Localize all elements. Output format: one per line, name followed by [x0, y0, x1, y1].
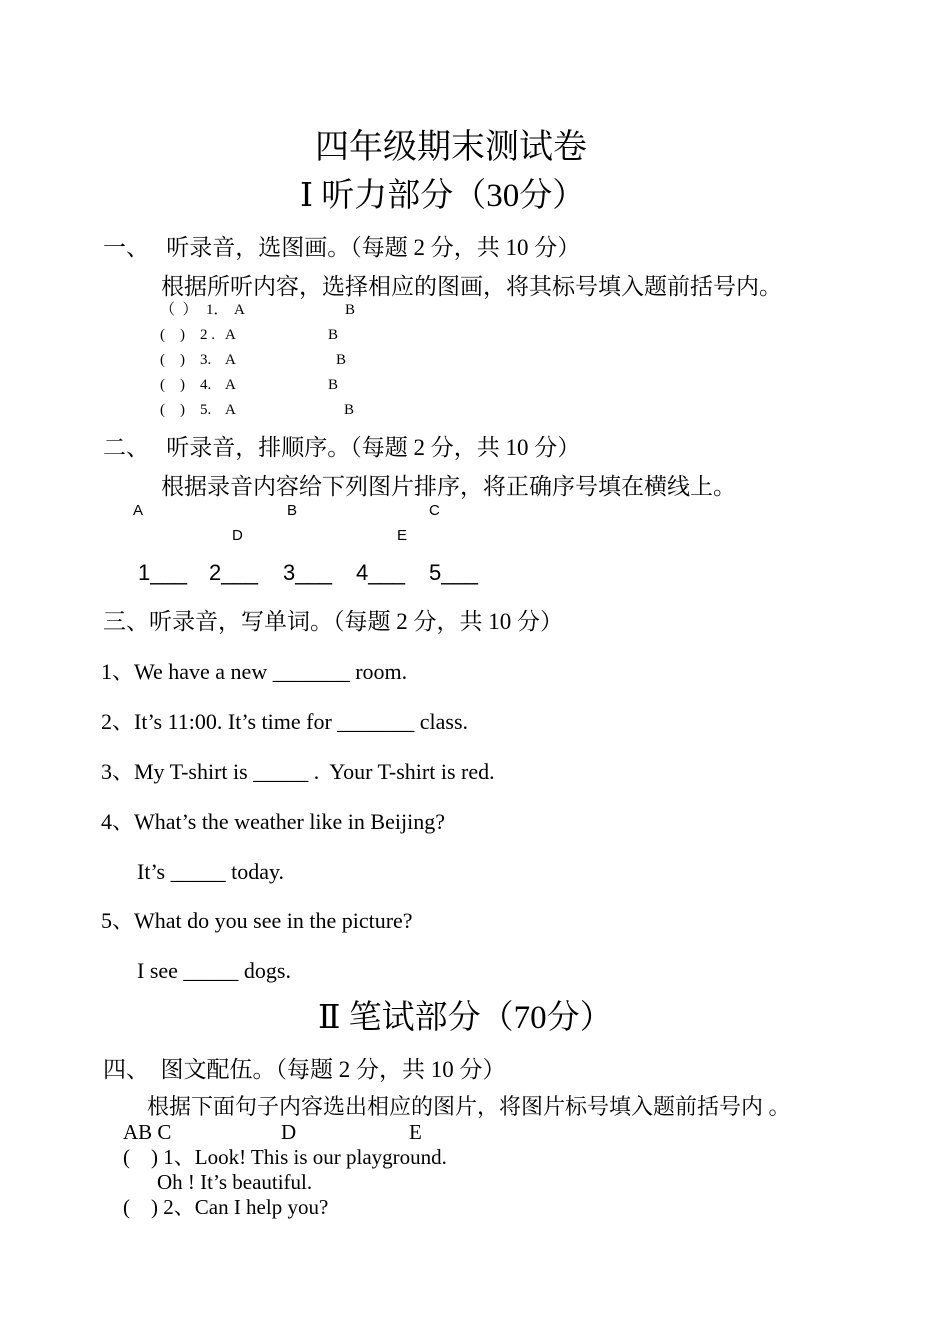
picture-label: E — [409, 1120, 422, 1144]
order-blank[interactable]: 1___ — [138, 560, 187, 585]
option-a: A — [225, 377, 236, 393]
item-number: 3. — [200, 352, 212, 368]
option-a: A — [225, 402, 236, 418]
answer-bracket[interactable]: （ ） — [160, 302, 198, 318]
order-blank[interactable]: 4___ — [356, 560, 405, 585]
match-line: Oh ! It’s beautiful. — [157, 1170, 313, 1194]
answer-bracket[interactable]: ( ) — [160, 327, 185, 343]
order-blank[interactable]: 5___ — [429, 560, 478, 585]
sec4-heading: 四、 图文配伍。（每题 2 分，共 10 分） — [103, 1057, 506, 1082]
option-a: A — [225, 352, 236, 368]
option-b: B — [345, 302, 356, 318]
option-b: B — [328, 377, 339, 393]
question-line: 1、We have a new _______ room. — [101, 659, 408, 684]
sec2-heading: 二、 听录音，排顺序。（每题 2 分，共 10 分） — [103, 435, 581, 460]
picture-label: E — [397, 527, 408, 544]
item-number: 5. — [200, 402, 212, 418]
picture-label: D — [281, 1120, 297, 1144]
option-a: A — [225, 327, 236, 343]
sec1-heading: 一、 听录音，选图画。（每题 2 分，共 10 分） — [103, 235, 581, 260]
option-b: B — [344, 402, 355, 418]
answer-bracket[interactable]: ( ) — [160, 402, 185, 418]
question-line: 3、My T-shirt is _____ . Your T-shirt is red. — [101, 759, 495, 784]
option-a: A — [234, 302, 245, 318]
item-number: 4. — [200, 377, 212, 393]
order-blank[interactable]: 3___ — [283, 560, 332, 585]
match-line: ( ) 1、Look! This is our playground. — [123, 1145, 447, 1169]
order-blank[interactable]: 2___ — [209, 560, 258, 585]
picture-label: C — [429, 502, 440, 519]
item-number: 1． — [206, 302, 229, 318]
part2-heading: Ⅱ 笔试部分（70分） — [318, 1000, 613, 1036]
sec2-instruction: 根据录音内容给下列图片排序，将正确序号填在横线上。 — [161, 474, 736, 499]
answer-bracket[interactable]: ( ) — [160, 377, 185, 393]
part1-heading: Ⅰ 听力部分（30分） — [300, 178, 586, 214]
answer-bracket[interactable]: ( ) — [160, 352, 185, 368]
picture-label: A — [133, 502, 144, 519]
picture-label: AB C — [123, 1120, 172, 1144]
page-title: 四年级期末测试卷 — [315, 129, 587, 166]
question-line: 4、What’s the weather like in Beijing? — [101, 809, 445, 834]
question-line: 2、It’s 11:00. It’s time for _______ class. — [101, 709, 469, 734]
sec4-instruction: 根据下面句子内容选出相应的图片，将图片标号填入题前括号内 。 — [147, 1094, 791, 1119]
sec1-instruction: 根据所听内容，选择相应的图画，将其标号填入题前括号内。 — [161, 274, 782, 299]
question-line: It’s _____ today. — [137, 859, 285, 884]
picture-label: B — [287, 502, 298, 519]
option-b: B — [328, 327, 339, 343]
sec3-heading: 三、听录音，写单词。（每题 2 分，共 10 分） — [103, 609, 563, 634]
match-line: ( ) 2、Can I help you? — [123, 1195, 329, 1219]
item-number: 2 . — [200, 327, 215, 343]
question-line: 5、What do you see in the picture? — [101, 908, 413, 933]
option-b: B — [336, 352, 347, 368]
question-line: I see _____ dogs. — [137, 958, 291, 983]
picture-label: D — [232, 527, 243, 544]
